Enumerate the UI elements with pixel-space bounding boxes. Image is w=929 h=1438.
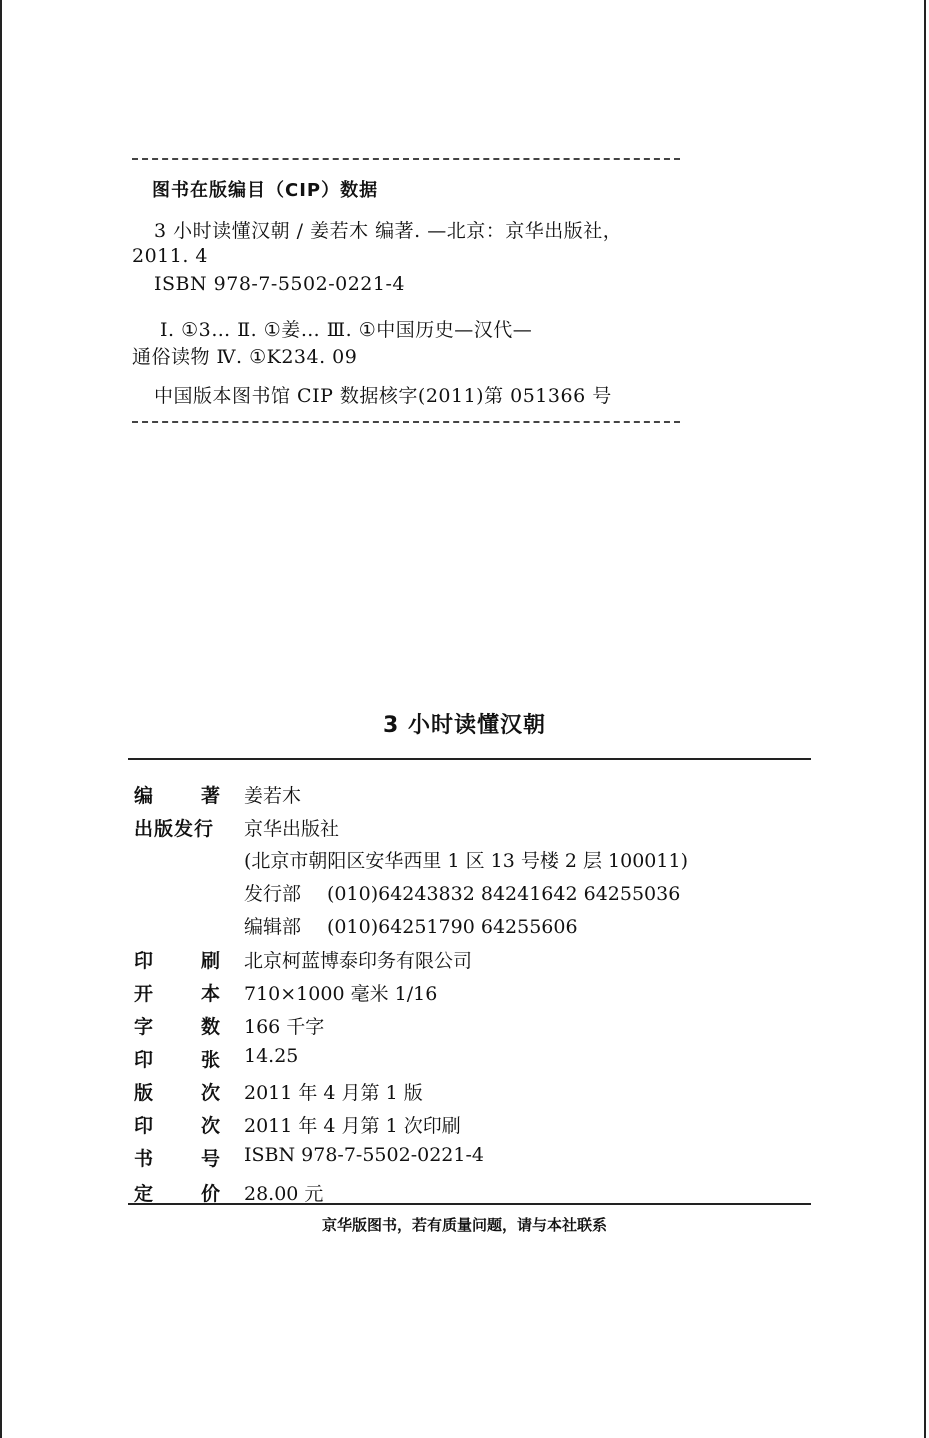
value-printer: 北京柯蓝博泰印务有限公司	[244, 950, 473, 972]
cip-isbn: ISBN 978-7-5502-0221-4	[154, 273, 405, 295]
row-printer	[0, 946, 929, 976]
value-printing: 2011 年 4 月第 1 次印刷	[244, 1115, 461, 1137]
publisher-dept-distribution	[244, 879, 680, 906]
row-printing	[0, 1111, 929, 1141]
label-sheets: 印 张	[134, 1049, 220, 1071]
label-format: 开 本	[134, 983, 220, 1005]
row-author	[0, 781, 929, 811]
value-edition: 2011 年 4 月第 1 版	[244, 1082, 423, 1104]
info-bottom-rule	[128, 1203, 811, 1205]
cip-line-2: 2011. 4	[132, 245, 209, 267]
publisher-dept-editorial	[244, 912, 578, 939]
cip-bottom-divider	[132, 421, 680, 423]
value-sheets: 14.25	[244, 1045, 299, 1067]
dept-editorial-phones: (010)64251790 64255606	[327, 916, 578, 938]
cip-line-4: Ⅰ. ①3… Ⅱ. ①姜… Ⅲ. ①中国历史—汉代—	[160, 319, 533, 341]
label-publisher: 出版发行	[134, 818, 215, 840]
label-words: 字 数	[134, 1016, 220, 1038]
cip-line-6: 中国版本图书馆 CIP 数据核字(2011)第 051366 号	[154, 385, 612, 407]
info-top-rule	[128, 758, 811, 760]
label-edition: 版 次	[134, 1082, 220, 1104]
cip-heading: 图书在版编目（CIP）数据	[152, 180, 379, 201]
book-title: 3 小时读懂汉朝	[383, 713, 546, 738]
quality-notice: 京华版图书，若有质量问题，请与本社联系	[321, 1216, 607, 1234]
label-price: 定 价	[134, 1183, 220, 1205]
label-isbn: 书 号	[134, 1148, 220, 1170]
value-words: 166 千字	[244, 1016, 325, 1038]
row-format	[0, 979, 929, 1009]
row-publisher	[0, 814, 929, 844]
row-isbn	[0, 1144, 929, 1174]
dept-distribution-label: 发行部	[244, 883, 302, 905]
cip-top-divider	[132, 158, 680, 160]
dept-distribution-phones: (010)64243832 84241642 64255036	[327, 883, 681, 905]
label-author: 编 著	[134, 785, 220, 807]
label-printing: 印 次	[134, 1115, 220, 1137]
row-edition	[0, 1078, 929, 1108]
row-sheets	[0, 1045, 929, 1075]
value-publisher: 京华出版社	[244, 818, 340, 840]
dept-editorial-label: 编辑部	[244, 916, 302, 938]
value-isbn: ISBN 978-7-5502-0221-4	[244, 1144, 484, 1166]
cip-line-5: 通俗读物 Ⅳ. ①K234. 09	[132, 346, 358, 368]
label-printer: 印 刷	[134, 950, 220, 972]
row-words	[0, 1012, 929, 1042]
value-author: 姜若木	[244, 785, 302, 807]
cip-line-1: 3 小时读懂汉朝 / 姜若木 编著. —北京：京华出版社，	[154, 220, 623, 242]
publisher-address: (北京市朝阳区安华西里 1 区 13 号楼 2 层 100011)	[244, 850, 688, 872]
value-price: 28.00 元	[244, 1183, 324, 1205]
value-format: 710×1000 毫米 1/16	[244, 983, 438, 1005]
